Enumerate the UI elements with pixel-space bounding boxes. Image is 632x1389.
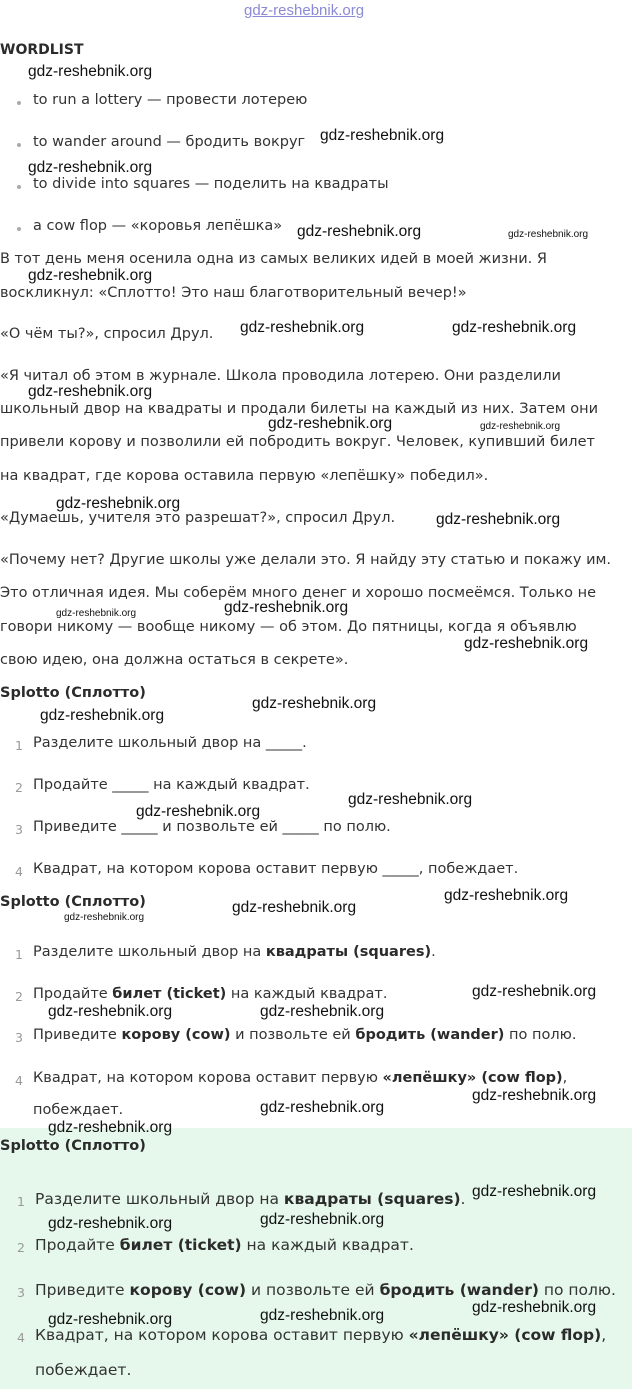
watermark: gdz-reshebnik.org	[472, 983, 597, 1000]
watermark: gdz-reshebnik.org	[136, 803, 261, 820]
watermark: gdz-reshebnik.org	[28, 383, 153, 400]
answer-item-2: Продайте билет (ticket) на каждый квадрат.	[33, 986, 388, 1002]
answer-item-4: Квадрат, на котором корова оставит первую «лепёшку» (cow flop),	[35, 1326, 607, 1344]
watermark: gdz-reshebnik.org	[28, 159, 153, 176]
answer-title: Splotto (Сплотто)	[0, 1138, 146, 1154]
story-line: Это отличная идея. Мы соберём много денег и хорошо посмеёмся. Только не	[0, 585, 596, 601]
wordlist-item: to wander around — бродить вокруг	[33, 134, 306, 150]
bullet-icon	[17, 185, 21, 189]
item-number: 1	[15, 947, 23, 962]
watermark: gdz-reshebnik.org	[56, 608, 137, 619]
watermark: gdz-reshebnik.org	[472, 1299, 597, 1316]
story-line: «Я читал об этом в журнале. Школа проводила лотерею. Они разделили	[0, 368, 561, 384]
watermark: gdz-reshebnik.org	[224, 599, 349, 616]
watermark: gdz-reshebnik.org	[56, 495, 181, 512]
watermark: gdz-reshebnik.org	[348, 791, 473, 808]
item-number: 4	[17, 1330, 25, 1345]
item-number: 1	[17, 1194, 25, 1209]
story-line: «О чём ты?», спросил Друл.	[0, 326, 214, 342]
story-line: говори никому — вообще никому — об этом. До пятницы, когда я объявлю	[0, 619, 577, 635]
watermark: gdz-reshebnik.org	[28, 63, 153, 80]
watermark: gdz-reshebnik.org	[40, 707, 165, 724]
bullet-icon	[17, 227, 21, 231]
wordlist-title: WORDLIST	[0, 42, 84, 58]
wordlist-item: to divide into squares — поделить на квадраты	[33, 176, 389, 192]
watermark: gdz-reshebnik.org	[48, 1311, 173, 1328]
answer-item-4: Квадрат, на котором корова оставит первую «лепёшку» (cow flop),	[33, 1070, 568, 1086]
item-number: 2	[15, 989, 23, 1004]
wordlist-item: a cow flop — «коровья лепёшка»	[33, 218, 283, 234]
story-line: воскликнул: «Сплотто! Это наш благотворительный вечер!»	[0, 285, 467, 301]
answer-item-1: Разделите школьный двор на квадраты (squares).	[35, 1190, 466, 1208]
answer-item-4-cont: побеждает.	[35, 1361, 132, 1379]
watermark: gdz-reshebnik.org	[444, 887, 569, 904]
watermark: gdz-reshebnik.org	[480, 421, 561, 432]
watermark: gdz-reshebnik.org	[232, 899, 357, 916]
item-number: 3	[17, 1285, 25, 1300]
story-line: свою идею, она должна остаться в секрете».	[0, 652, 349, 668]
story-line: «Думаешь, учителя это разрешат?», спросил Друл.	[0, 510, 396, 526]
watermark: gdz-reshebnik.org	[320, 127, 445, 144]
story-line: В тот день меня осенила одна из самых великих идей в моей жизни. Я	[0, 251, 547, 267]
answer-item-4-cont: побеждает.	[33, 1102, 124, 1118]
watermark: gdz-reshebnik.org	[260, 1003, 385, 1020]
story-line: привели корову и позволили ей побродить вокруг. Человек, купивший билет	[0, 434, 595, 450]
watermark: gdz-reshebnik.org	[472, 1087, 597, 1104]
answer-item-3: Приведите корову (cow) и позвольте ей бродить (wander) по полю.	[33, 1027, 577, 1043]
item-number: 1	[15, 738, 23, 753]
story-line: на квадрат, где корова оставила первую «лепёшку» победил».	[0, 468, 489, 484]
watermark: gdz-reshebnik.org	[28, 267, 153, 284]
exercise-item: Приведите _____ и позвольте ей _____ по полю.	[33, 819, 391, 835]
watermark: gdz-reshebnik.org	[452, 319, 577, 336]
exercise-item: Квадрат, на котором корова оставит первую _____, побеждает.	[33, 861, 519, 877]
exercise-item: Продайте _____ на каждый квадрат.	[33, 777, 310, 793]
watermark: gdz-reshebnik.org	[268, 415, 393, 432]
watermark: gdz-reshebnik.org	[436, 511, 561, 528]
watermark: gdz-reshebnik.org	[297, 223, 422, 240]
item-number: 4	[15, 1073, 23, 1088]
story-line: школьный двор на квадраты и продали билеты на каждый из них. Затем они	[0, 401, 599, 417]
watermark: gdz-reshebnik.org	[48, 1003, 173, 1020]
answer-highlight-panel	[0, 1128, 632, 1389]
watermark: gdz-reshebnik.org	[508, 229, 589, 240]
watermark: gdz-reshebnik.org	[240, 319, 365, 336]
watermark: gdz-reshebnik.org	[48, 1215, 173, 1232]
watermark: gdz-reshebnik.org	[252, 695, 377, 712]
watermark: gdz-reshebnik.org	[260, 1211, 385, 1228]
watermark: gdz-reshebnik.org	[48, 1119, 173, 1136]
watermark: gdz-reshebnik.org	[472, 1183, 597, 1200]
wordlist-item: to run a lottery — провести лотерею	[33, 92, 308, 108]
answer-title: Splotto (Сплотто)	[0, 894, 146, 910]
answer-item-2: Продайте билет (ticket) на каждый квадрат.	[35, 1236, 414, 1254]
answer-item-1: Разделите школьный двор на квадраты (squares).	[33, 944, 436, 960]
watermark: gdz-reshebnik.org	[260, 1099, 385, 1116]
bullet-icon	[17, 143, 21, 147]
exercise-item: Разделите школьный двор на _____.	[33, 735, 307, 751]
item-number: 2	[17, 1240, 25, 1255]
exercise-title: Splotto (Сплотто)	[0, 685, 146, 701]
answer-item-3: Приведите корову (cow) и позвольте ей бродить (wander) по полю.	[35, 1281, 616, 1299]
watermark: gdz-reshebnik.org	[260, 1307, 385, 1324]
watermark: gdz-reshebnik.org	[64, 912, 145, 923]
item-number: 3	[15, 1030, 23, 1045]
item-number: 3	[15, 822, 23, 837]
watermark: gdz-reshebnik.org	[464, 635, 589, 652]
bullet-icon	[17, 101, 21, 105]
item-number: 4	[15, 864, 23, 879]
story-line: «Почему нет? Другие школы уже делали это. Я найду эту статью и покажу им.	[0, 552, 612, 568]
item-number: 2	[15, 780, 23, 795]
site-link[interactable]: gdz-reshebnik.org	[244, 2, 365, 19]
